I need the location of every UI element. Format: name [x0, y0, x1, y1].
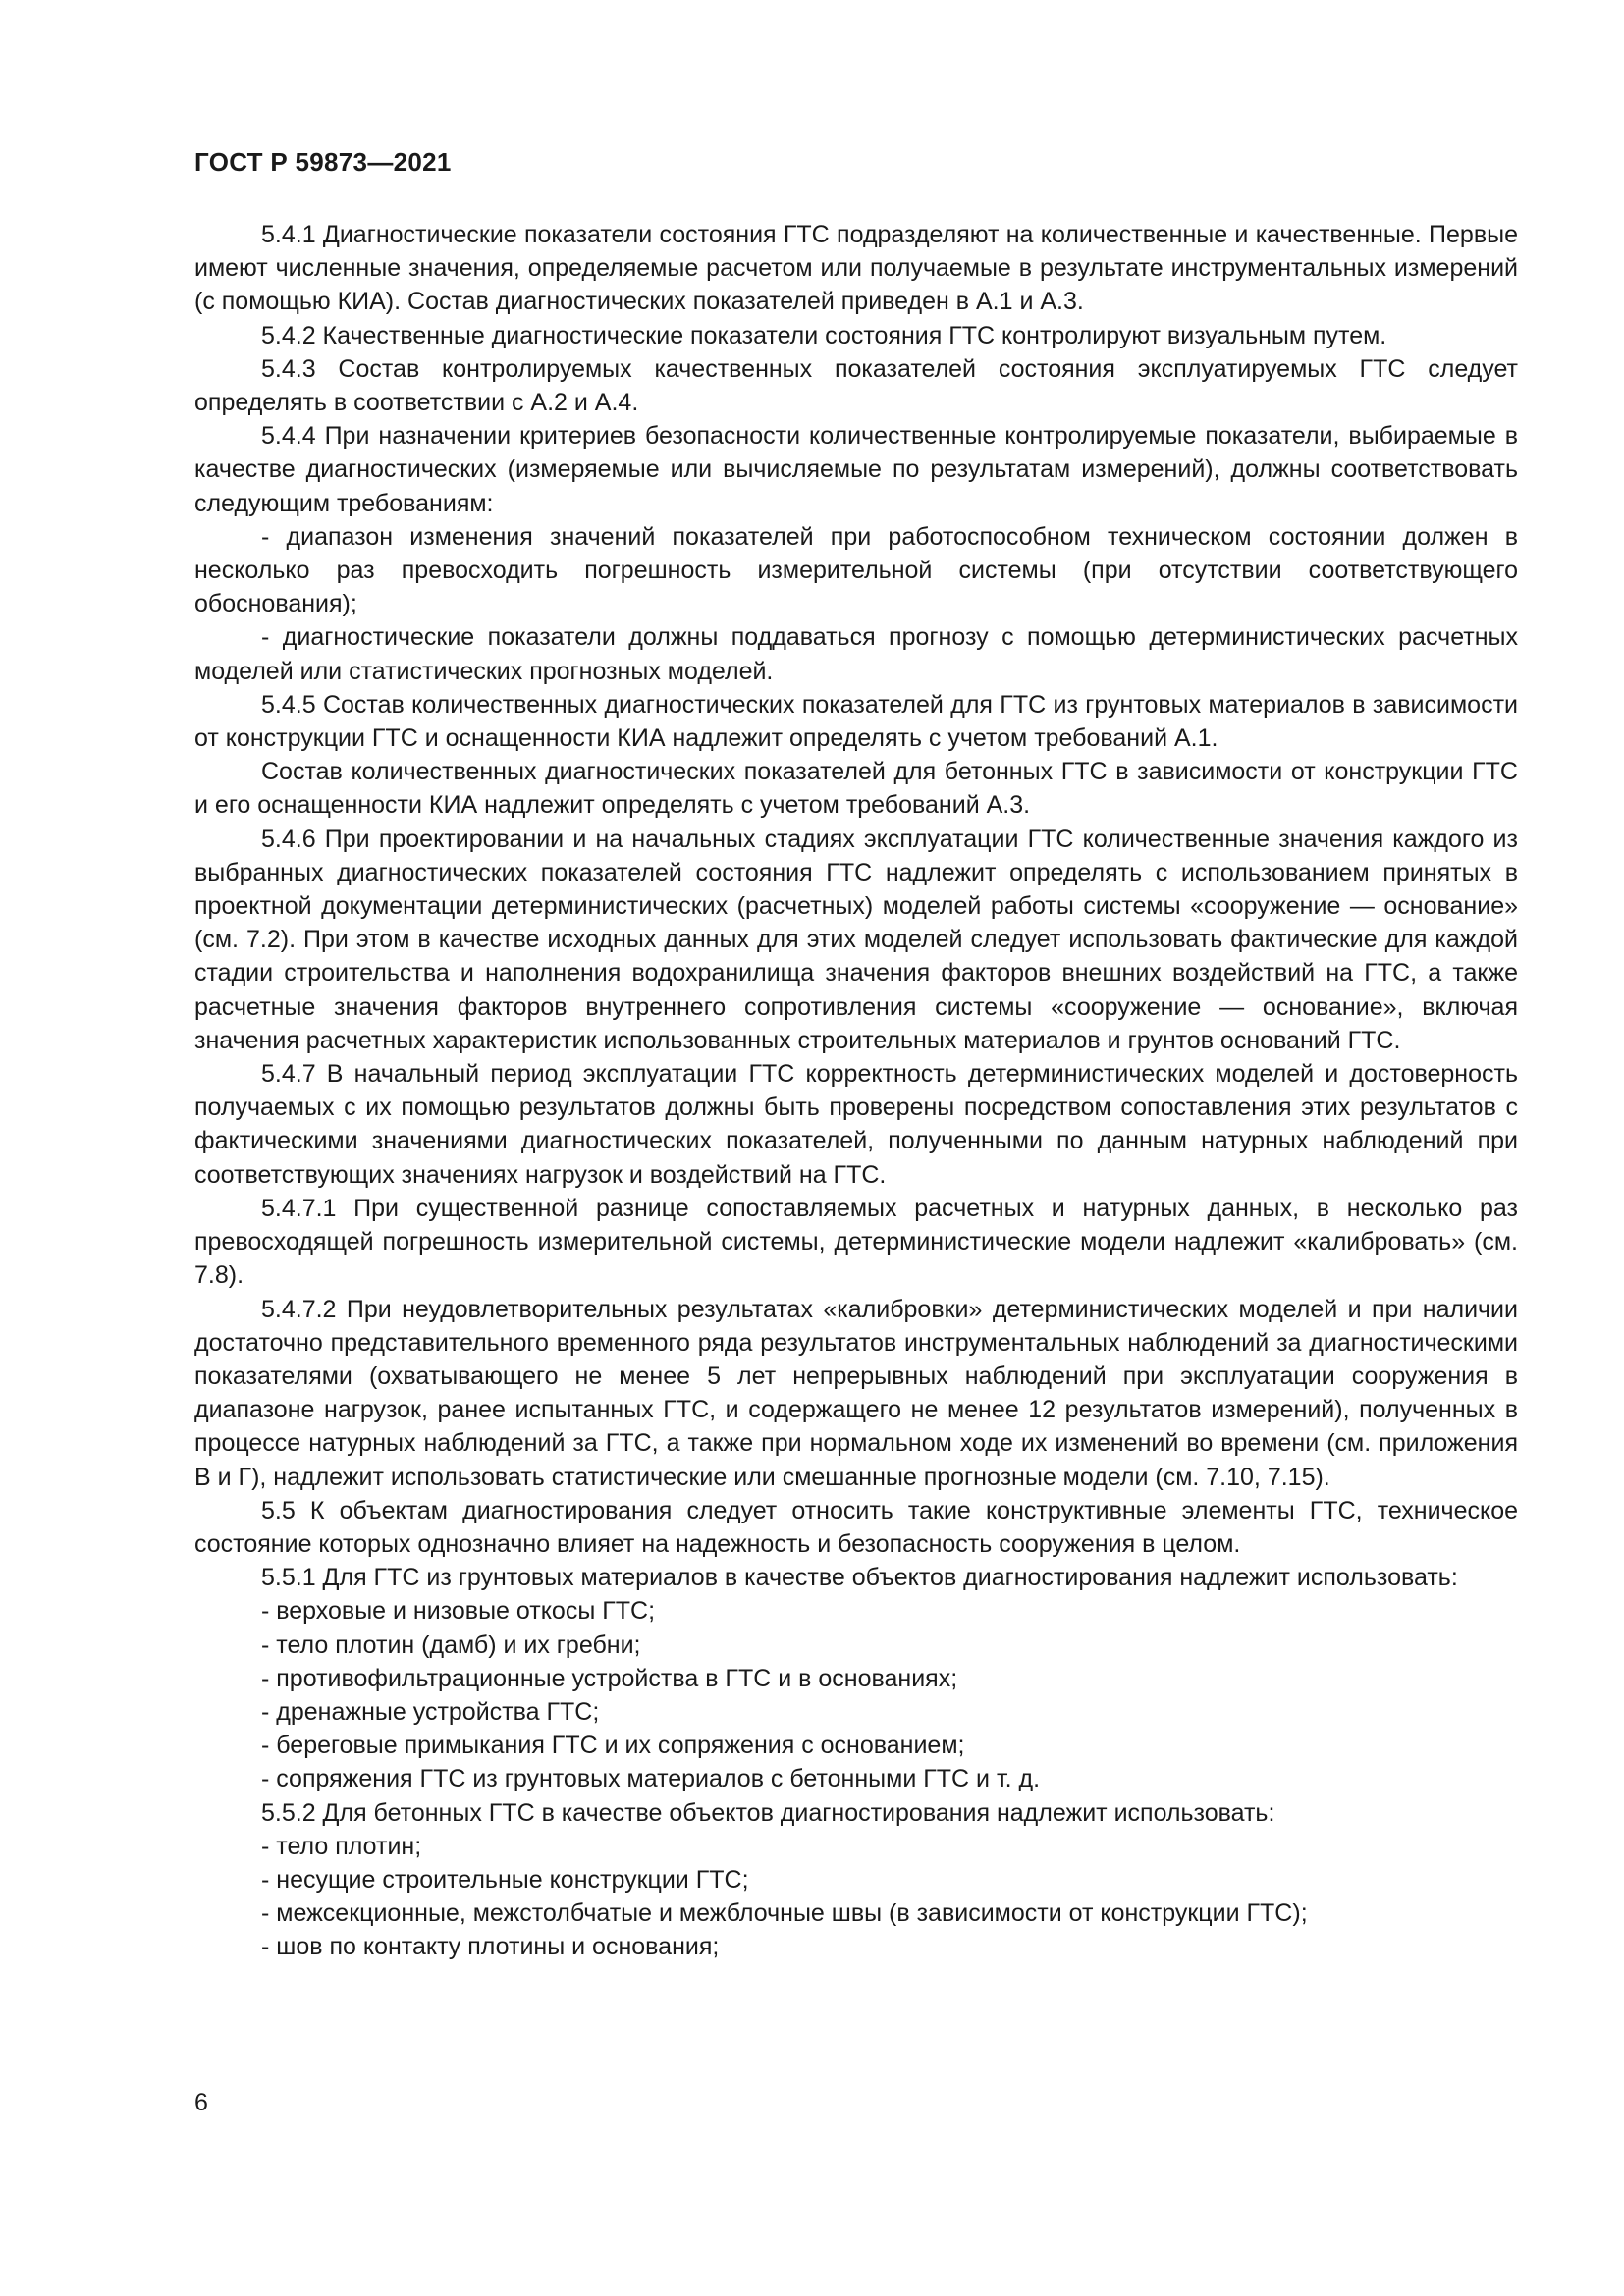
list-item: - несущие строительные конструкции ГТС; — [261, 1865, 749, 1894]
list-item: - шов по контакту плотины и основания; — [261, 1933, 720, 1961]
paragraph-5-4-6: 5.4.6 При проектировании и на начальных стадиях эксплуатации ГТС количественные значения каждого из выбранных диагностических показателей состояния ГТС надлежит определять с использованием принятых в проектной документации детерминистических (расчетных) моделей работы системы «сооружение — основание» (см. 7.2). При этом в качестве исходных данных для этих моделей следует использовать фактические для каждой стадии строительства и наполнения водохранилища значения факторов внешних воздействий на ГТС, а также расчетные значения факторов внутреннего сопротивления системы «сооружение — основание», включая значения расчетных характеристик использованных строительных материалов и грунтов оснований ГТС. — [194, 825, 1518, 1054]
paragraph-5-4-3: 5.4.3 Состав контролируемых качественных показателей состояния эксплуатируемых ГТС следует определять в соответствии с А.2 и А.4. — [194, 354, 1518, 417]
list-item: - тело плотин; — [261, 1832, 422, 1860]
page-number: 6 — [194, 2089, 208, 2116]
document-header: ГОСТ Р 59873—2021 — [194, 147, 452, 177]
paragraph-5-4-4: 5.4.4 При назначении критериев безопасности количественные контролируемые показатели, выбираемые в качестве диагностических (измеряемые или вычисляемые по результатам измерений), должны соответствовать следующим требованиям: — [194, 422, 1518, 517]
document-body — [194, 218, 1518, 1964]
paragraph-5-4-7-2: 5.4.7.2 При неудовлетворительных результатах «калибровки» детерминистических моделей и при наличии достаточно представительного временного ряда результатов инструментальных наблюдений за диагностическими показателями (охватывающего не менее 5 лет непрерывных наблюдений при эксплуатации сооружения в диапазоне нагрузок, ранее испытанных ГТС, и содержащего не менее 12 результатов измерений), полученных в процессе натурных наблюдений за ГТС, а также при нормальном ходе их изменений во времени (см. приложения В и Г), надлежит использовать статистические или смешанные прогнозные модели (см. 7.10, 7.15). — [194, 1295, 1518, 1491]
paragraph-5-5-2: 5.5.2 Для бетонных ГТС в качестве объектов диагностирования надлежит использовать: — [261, 1798, 1275, 1827]
list-item: - береговые примыкания ГТС и их сопряжения с основанием; — [261, 1732, 965, 1760]
paragraph-5-4-5-concrete: Состав количественных диагностических показателей для бетонных ГТС в зависимости от конструкции ГТС и его оснащенности КИА надлежит определять с учетом требований А.3. — [194, 758, 1518, 820]
list-item: - верховые и низовые откосы ГТС; — [261, 1597, 656, 1626]
paragraph-5-5-1: 5.5.1 Для ГТС из грунтовых материалов в качестве объектов диагностирования надлежит использовать: — [261, 1564, 1458, 1592]
paragraph-5-4-2: 5.4.2 Качественные диагностические показатели состояния ГТС контролируют визуальным путем. — [261, 321, 1387, 349]
paragraph-5-4-5: 5.4.5 Состав количественных диагностических показателей для ГТС из грунтовых материалов в зависимости от конструкции ГТС и оснащенности КИА надлежит определять с учетом требований А.1. — [194, 690, 1518, 753]
list-item: - дренажные устройства ГТС; — [261, 1697, 600, 1726]
paragraph-5-5: 5.5 К объектам диагностирования следует относить такие конструктивные элементы ГТС, техническое состояние которых однозначно влияет на надежность и безопасность сооружения в целом. — [194, 1496, 1518, 1558]
list-item: - противофильтрационные устройства в ГТС и в основаниях; — [261, 1664, 958, 1692]
requirement-item: - диагностические показатели должны поддаваться прогнозу с помощью детерминистических расчетных моделей или статистических прогнозных моделей. — [194, 623, 1518, 685]
list-item: - межсекционные, межстолбчатые и межблочные швы (в зависимости от конструкции ГТС); — [261, 1899, 1308, 1928]
requirement-item: - диапазон изменения значений показателей при работоспособном техническом состоянии должен в несколько раз превосходить погрешность измерительной системы (при отсутствии соответствующего обоснования); — [194, 522, 1518, 618]
paragraph-5-4-1: 5.4.1 Диагностические показатели состояния ГТС подразделяют на количественные и качественные. Первые имеют численные значения, определяемые расчетом или получаемые в результате инструментальных измерений (с помощью КИА). Состав диагностических показателей приведен в А.1 и А.3. — [194, 221, 1518, 316]
paragraph-5-4-7: 5.4.7 В начальный период эксплуатации ГТС корректность детерминистических моделей и достоверность получаемых с их помощью результатов должны быть проверены посредством сопоставления этих результатов с фактическими значениями диагностических показателей, полученными по данным натурных наблюдений при соответствующих значениях нагрузок и воздействий на ГТС. — [194, 1060, 1518, 1189]
list-item: - тело плотин (дамб) и их гребни; — [261, 1630, 641, 1659]
list-item: - сопряжения ГТС из грунтовых материалов с бетонными ГТС и т. д. — [261, 1765, 1041, 1793]
paragraph-5-4-7-1: 5.4.7.1 При существенной разнице сопоставляемых расчетных и натурных данных, в несколько раз превосходящей погрешность измерительной системы, детерминистические модели надлежит «калибровать» (см. 7.8). — [194, 1194, 1518, 1290]
